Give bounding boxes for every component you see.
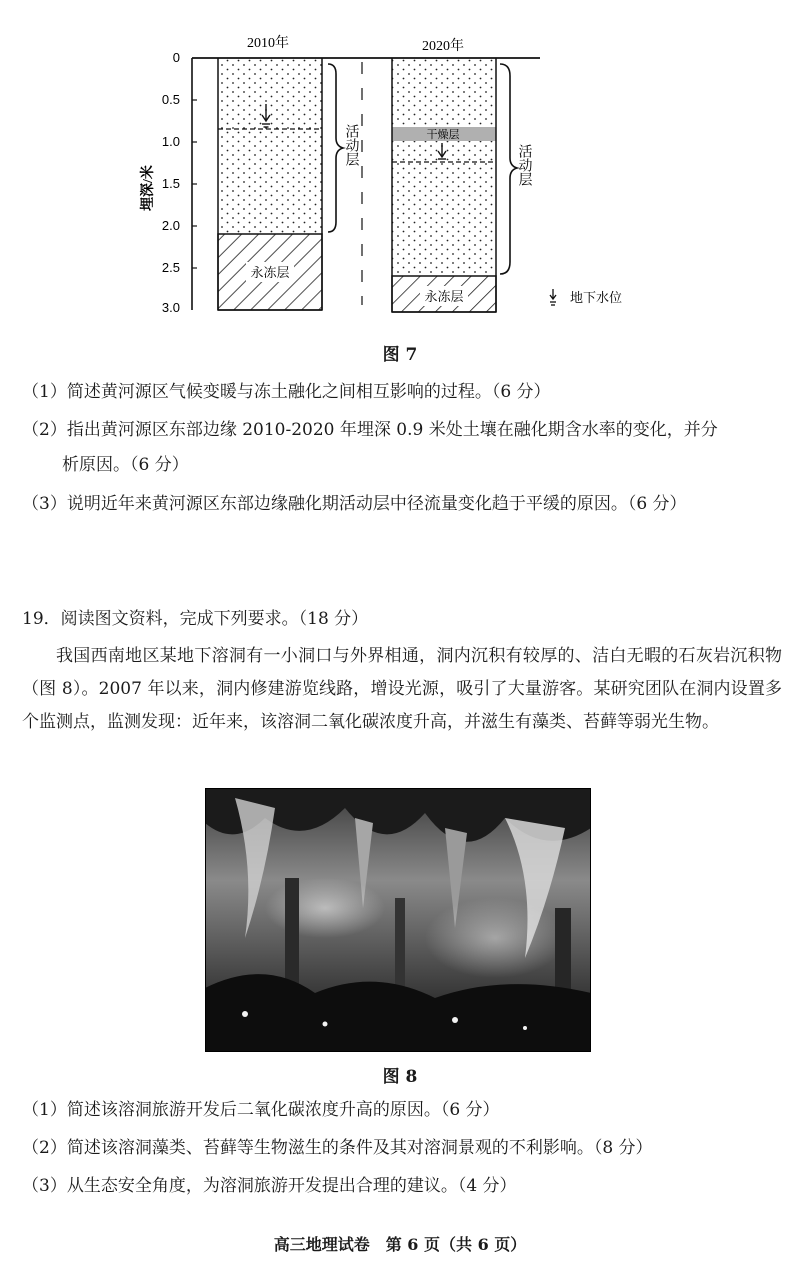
year-label-2010: 2010年 [247, 36, 289, 51]
q19-item-2: （2）简述该溶洞藻类、苔藓等生物滋生的条件及其对溶洞景观的不利影响。（8 分） [22, 1138, 653, 1158]
figure-7-soil-profile [0, 0, 800, 330]
q19-paragraph: 我国西南地区某地下溶洞有一小洞口与外界相通，洞内沉积有较厚的、洁白无暇的石灰岩沉积物（图 8）。2007 年以来，洞内修建游览线路，增设光源，吸引了大量游客。某研究团队在洞内设置多个监测点，监测发现：近年来，该溶洞二氧化碳浓度升高，并滋生有藻类、苔藓等弱光生物。 [22, 646, 782, 732]
active-layer-label-2020: 活动层 [516, 144, 532, 186]
q19-item-1: （1）简述该溶洞旅游开发后二氧化碳浓度升高的原因。（6 分） [22, 1100, 500, 1120]
page-footer: 高三地理试卷 第 6 页（共 6 页） [273, 1235, 527, 1254]
q18-item-2: （2）指出黄河源区东部边缘 2010-2020 年埋深 0.9 米处土壤在融化期含水率的变化，并分 [22, 420, 718, 440]
column-2010 [218, 58, 322, 310]
permafrost-label-2010: 永冻层 [250, 265, 290, 280]
figure-7-caption: 图 7 [382, 345, 418, 365]
q18-item-2-cont: 析原因。（6 分） [62, 455, 189, 475]
y-tick-0: 0 [172, 50, 180, 65]
year-label-2020: 2020年 [422, 39, 464, 54]
active-layer-brace-2010 [328, 64, 343, 232]
column-2020 [392, 58, 496, 312]
y-tick-3.0: 3.0 [161, 300, 180, 315]
y-tick-0.5: 0.5 [161, 92, 180, 107]
y-tick-2.5: 2.5 [161, 260, 180, 275]
y-ticks [162, 50, 180, 315]
q19-item-3: （3）从生态安全角度，为溶洞旅游开发提出合理的建议。（4 分） [22, 1176, 517, 1196]
figure-8-caption: 图 8 [382, 1067, 418, 1087]
y-tick-1.0: 1.0 [161, 134, 180, 149]
q19-title: 19．阅读图文资料，完成下列要求。（18 分） [22, 609, 369, 629]
y-axis-label: 埋深/米 [141, 165, 156, 211]
legend-label: 地下水位 [570, 290, 623, 305]
dry-layer-label: 干燥层 [426, 129, 460, 141]
legend-water-table [550, 289, 622, 305]
permafrost-label-2020: 永冻层 [424, 289, 464, 304]
active-layer-brace-2020 [500, 64, 517, 274]
y-tick-2.0: 2.0 [161, 218, 180, 233]
y-tick-1.5: 1.5 [161, 176, 180, 191]
active-layer-label-2010: 活动层 [343, 124, 359, 166]
q18-item-3: （3）说明近年来黄河源区东部边缘融化期活动层中径流量变化趋于平缓的原因。（6 分） [22, 494, 687, 514]
q18-item-1: （1）简述黄河源区气候变暖与冻土融化之间相互影响的过程。（6 分） [22, 382, 551, 402]
figure-8-cave-photo [205, 788, 591, 1052]
